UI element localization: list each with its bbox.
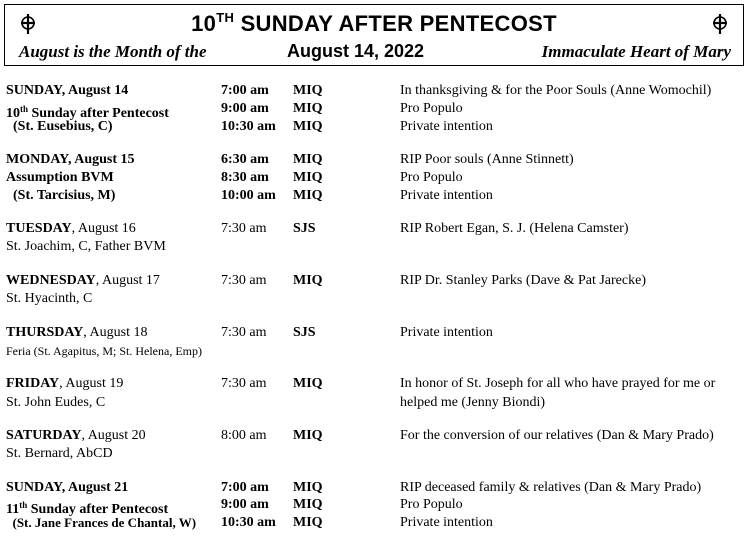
mass-location: MIQ bbox=[293, 170, 323, 185]
mass-intention: Private intention bbox=[400, 188, 493, 203]
mass-time: 10:30 am bbox=[221, 119, 276, 134]
mass-time: 10:00 am bbox=[221, 188, 276, 203]
day-heading: THURSDAY, August 18 bbox=[6, 325, 148, 340]
mass-intention: Private intention bbox=[400, 119, 493, 134]
mass-intention: Pro Populo bbox=[400, 101, 463, 116]
mass-intention: In thanksgiving & for the Poor Souls (Anne Womochil) bbox=[400, 83, 712, 98]
mass-time: 7:30 am bbox=[221, 221, 267, 236]
page-title: 10TH SUNDAY AFTER PENTECOST bbox=[191, 10, 557, 36]
bulletin-date: August 14, 2022 bbox=[287, 41, 425, 61]
mass-intention: Pro Populo bbox=[400, 497, 463, 512]
mass-intention: Pro Populo bbox=[400, 170, 463, 185]
day-heading: SUNDAY, August 14 bbox=[6, 83, 129, 98]
feast-name: St. Bernard, AbCD bbox=[6, 446, 113, 461]
feast-name: 10th Sunday after Pentecost bbox=[6, 104, 169, 121]
feast-name: 11th Sunday after Pentecost bbox=[6, 500, 169, 517]
mass-time: 8:00 am bbox=[221, 428, 267, 443]
mass-location: MIQ bbox=[293, 83, 323, 98]
mass-time: 9:00 am bbox=[221, 101, 269, 116]
cross-icon bbox=[711, 13, 729, 35]
commemoration: (St. Jane Frances de Chantal, W) bbox=[6, 515, 197, 530]
mass-time: 10:30 am bbox=[221, 515, 276, 530]
day-heading: SATURDAY, August 20 bbox=[6, 428, 146, 443]
mass-intention-continued: helped me (Jenny Biondi) bbox=[400, 395, 546, 410]
feast-name: St. Joachim, C, Father BVM bbox=[6, 239, 166, 254]
mass-location: MIQ bbox=[293, 152, 323, 167]
day-heading: FRIDAY, August 19 bbox=[6, 376, 124, 391]
mass-location: MIQ bbox=[293, 376, 323, 391]
day-heading: TUESDAY, August 16 bbox=[6, 221, 136, 236]
month-dedication-right: Immaculate Heart of Mary bbox=[541, 42, 731, 61]
mass-location: SJS bbox=[293, 325, 316, 340]
feast-name: Feria (St. Agapitus, M; St. Helena, Emp) bbox=[6, 344, 202, 358]
mass-time: 7:00 am bbox=[221, 480, 269, 495]
mass-time: 9:00 am bbox=[221, 497, 269, 512]
mass-location: MIQ bbox=[293, 497, 323, 512]
day-heading: SUNDAY, August 21 bbox=[6, 480, 129, 495]
mass-location: MIQ bbox=[293, 480, 323, 495]
day-heading: MONDAY, August 15 bbox=[6, 152, 135, 167]
commemoration: (St. Tarcisius, M) bbox=[6, 188, 116, 203]
mass-location: MIQ bbox=[293, 101, 323, 116]
mass-time: 7:30 am bbox=[221, 325, 267, 340]
day-heading: WEDNESDAY, August 17 bbox=[6, 273, 160, 288]
mass-intention: RIP Poor souls (Anne Stinnett) bbox=[400, 152, 574, 167]
feast-name: Assumption BVM bbox=[6, 170, 114, 185]
mass-time: 7:00 am bbox=[221, 83, 269, 98]
mass-intention: In honor of St. Joseph for all who have prayed for me or bbox=[400, 376, 716, 391]
feast-name: St. Hyacinth, C bbox=[6, 291, 93, 306]
mass-intention: For the conversion of our relatives (Dan & Mary Prado) bbox=[400, 428, 714, 443]
bulletin-header bbox=[4, 4, 744, 66]
mass-intention: RIP deceased family & relatives (Dan & Mary Prado) bbox=[400, 480, 702, 495]
mass-location: MIQ bbox=[293, 428, 323, 443]
feast-name: St. John Eudes, C bbox=[6, 395, 106, 410]
mass-location: SJS bbox=[293, 221, 316, 236]
mass-time: 8:30 am bbox=[221, 170, 269, 185]
month-dedication-left: August is the Month of the bbox=[19, 42, 207, 61]
mass-intention: Private intention bbox=[400, 515, 493, 530]
commemoration: (St. Eusebius, C) bbox=[6, 119, 113, 134]
mass-intention: RIP Robert Egan, S. J. (Helena Camster) bbox=[400, 221, 629, 236]
mass-location: MIQ bbox=[293, 515, 323, 530]
mass-location: MIQ bbox=[293, 119, 323, 134]
mass-location: MIQ bbox=[293, 273, 323, 288]
mass-location: MIQ bbox=[293, 188, 323, 203]
mass-intention: RIP Dr. Stanley Parks (Dave & Pat Jarecke) bbox=[400, 273, 646, 288]
mass-time: 6:30 am bbox=[221, 152, 269, 167]
mass-intention: Private intention bbox=[400, 325, 493, 340]
mass-time: 7:30 am bbox=[221, 273, 267, 288]
mass-time: 7:30 am bbox=[221, 376, 267, 391]
